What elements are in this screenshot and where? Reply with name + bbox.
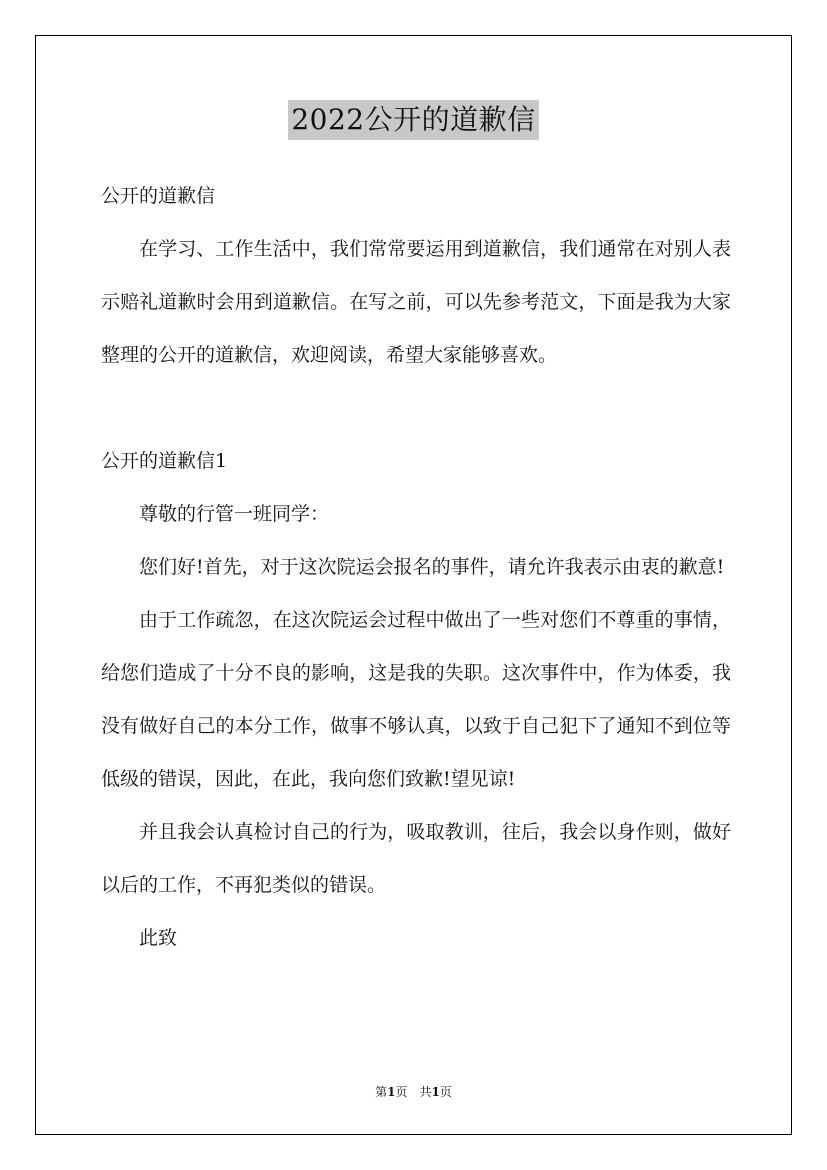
page-number-total: 1 — [431, 1085, 440, 1099]
title-container — [0, 100, 827, 140]
page-number-mid: 页 共 — [395, 1085, 432, 1099]
page-number-prefix: 第 — [375, 1085, 388, 1099]
intro-paragraph: 在学习、工作生活中，我们常常要运用到道歉信，我们通常在对别人表示赔礼道歉时会用到道歉信。在写之前，可以先参考范文，下面是我为大家整理的公开的道歉信，欢迎阅读，希望大家能够喜欢。 — [101, 238, 731, 366]
page-number-suffix: 页 — [439, 1085, 452, 1099]
body-paragraph: 您们好!首先，对于这次院运会报名的事件，请允许我表示由衷的歉意! — [139, 556, 725, 578]
page-number-current: 1 — [387, 1085, 396, 1099]
document-title: 2022公开的道歉信 — [288, 100, 538, 140]
body-paragraph: 由于工作疏忽，在这次院运会过程中做出了一些对您们不尊重的事情，给您们造成了十分不良的影响，这是我的失职。这次事件中，作为体委，我没有做好自己的本分工作，做事不够认真，以致于自己犯下了通知不到位等低级的错误，因此，在此，我向您们致歉!望见谅! — [101, 609, 731, 790]
closing: 此致 — [139, 927, 178, 949]
document-body — [101, 170, 731, 965]
section-heading: 公开的道歉信1 — [101, 450, 228, 472]
page-footer — [0, 1083, 827, 1101]
body-paragraph: 并且我会认真检讨自己的行为，吸取教训，往后，我会以身作则，做好以后的工作，不再犯类似的错误。 — [101, 821, 731, 896]
blank-line — [101, 382, 731, 435]
salutation: 尊敬的行管一班同学： — [139, 503, 330, 525]
subtitle: 公开的道歉信 — [101, 185, 216, 207]
